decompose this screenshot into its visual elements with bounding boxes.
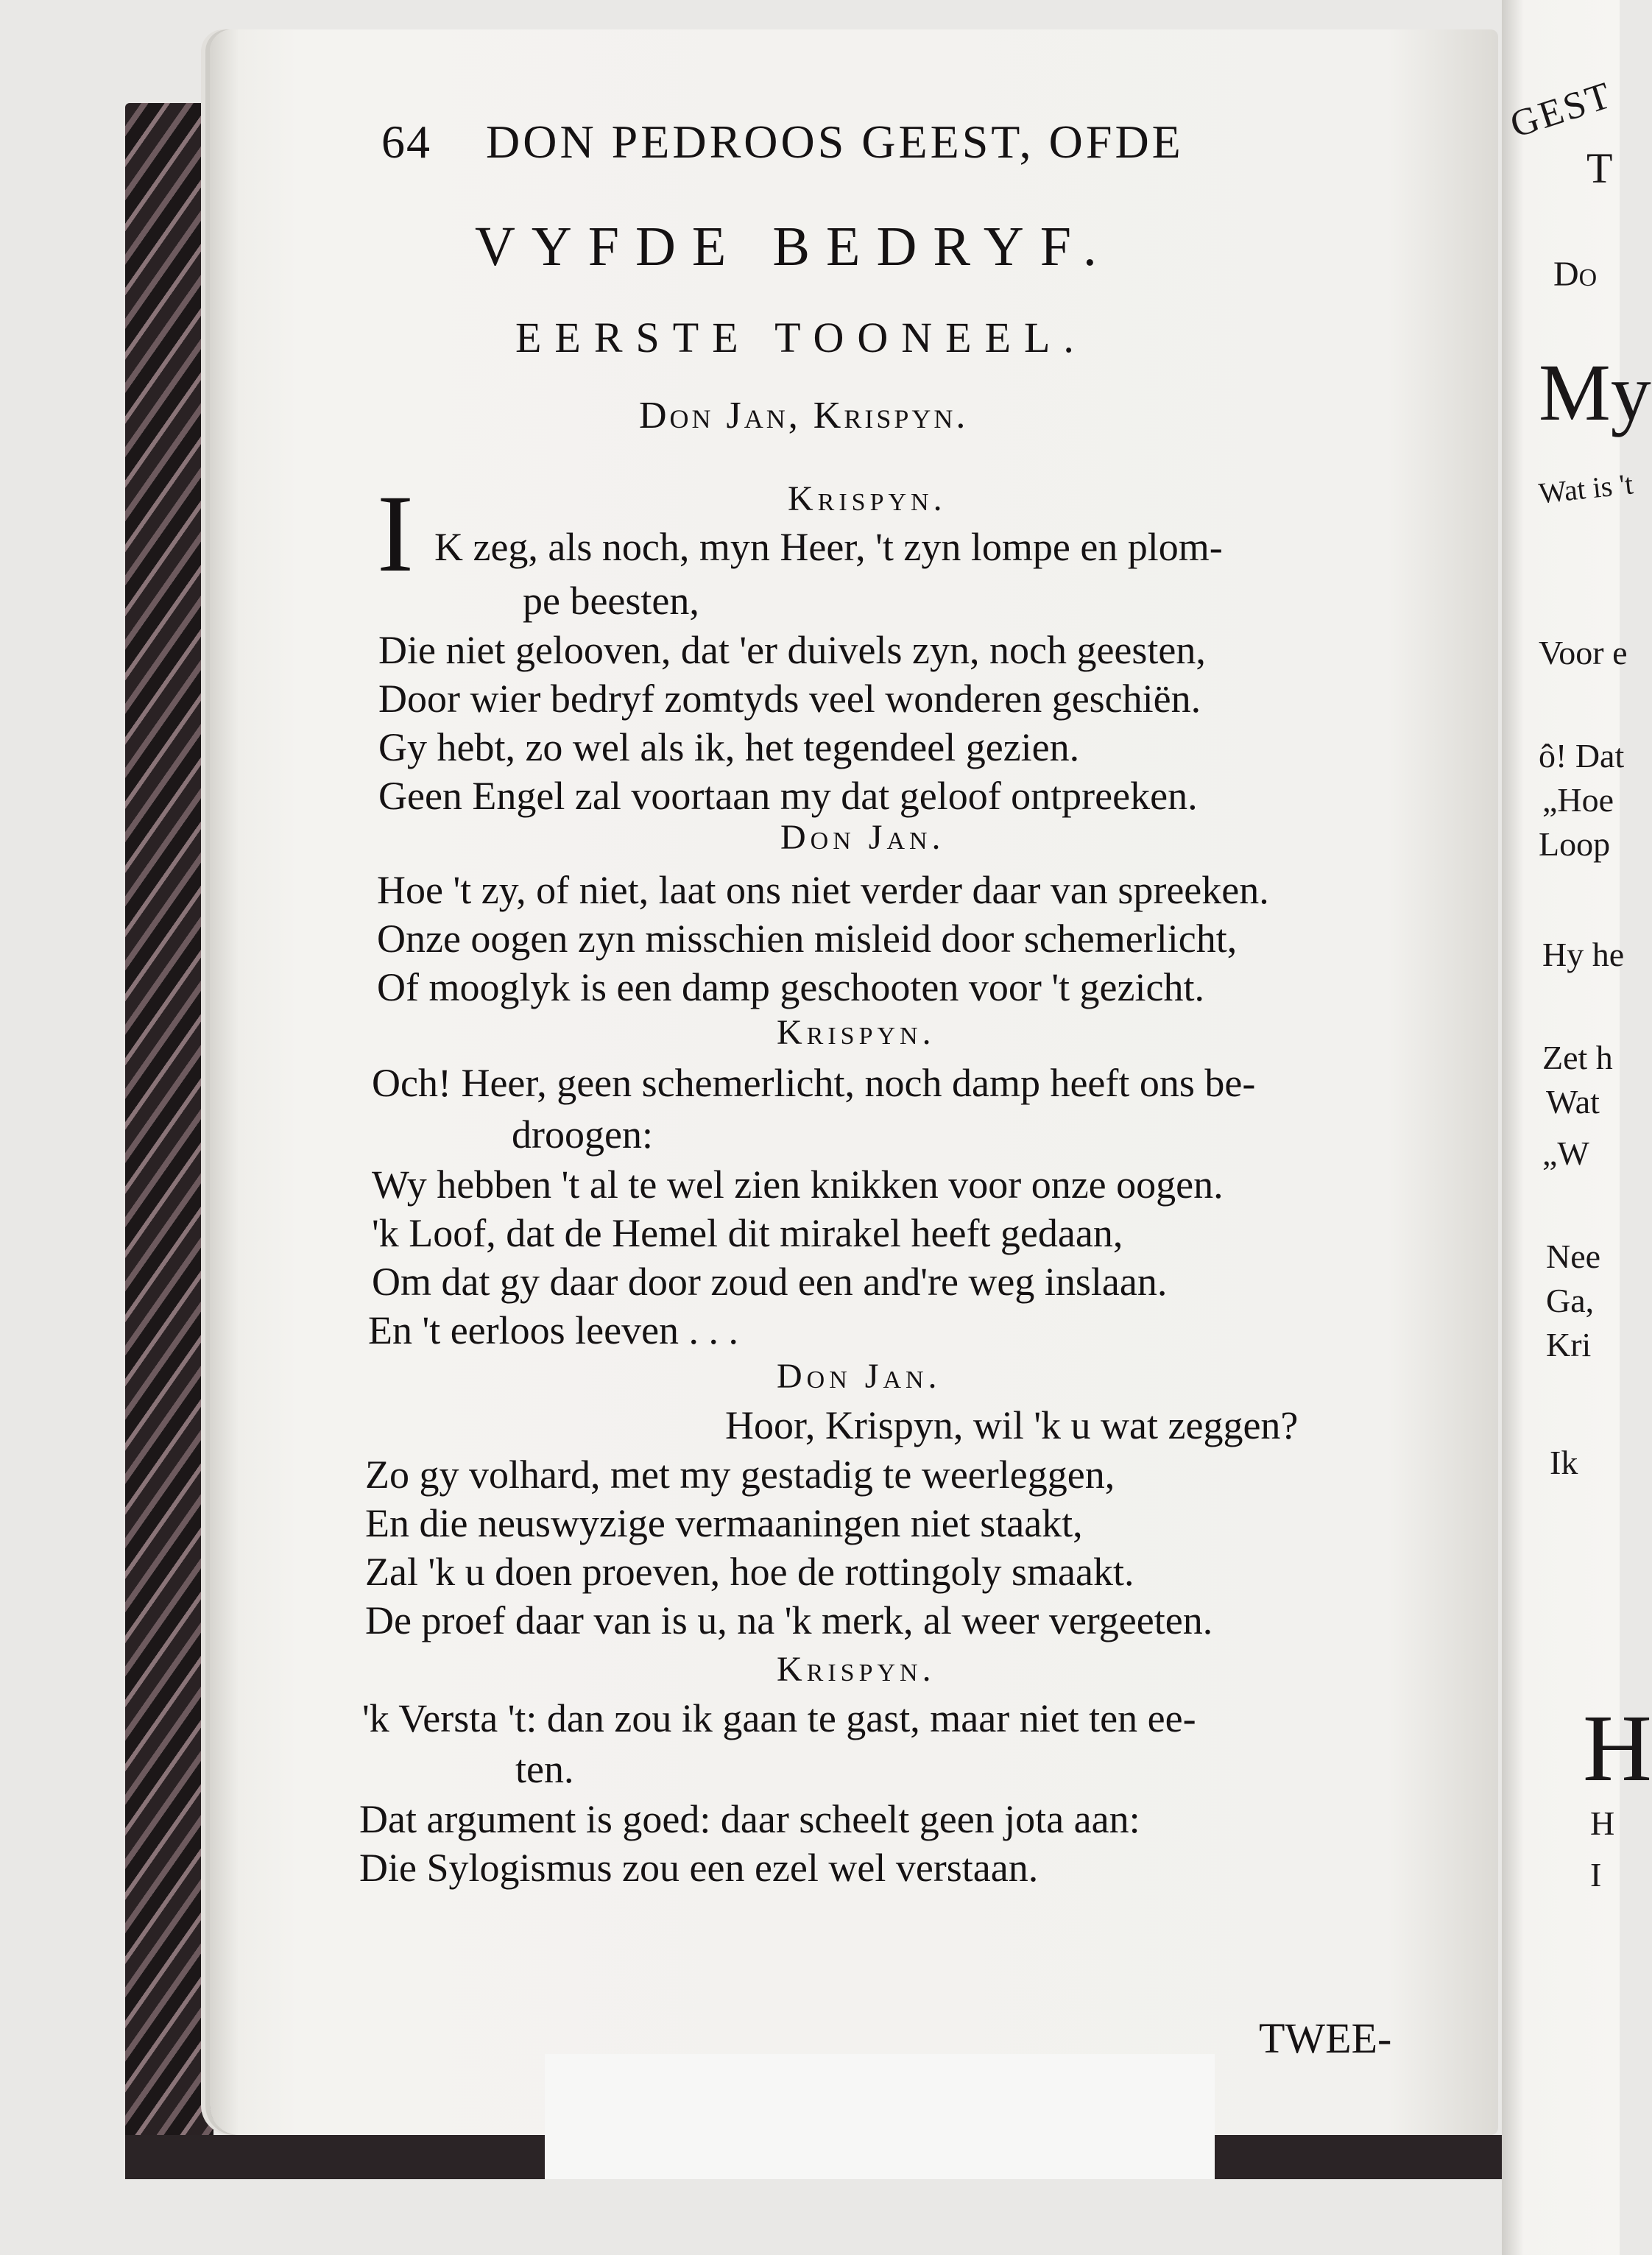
facing-text: H [1590, 1804, 1615, 1842]
facing-text: Nee [1546, 1238, 1601, 1275]
verse-line: 'k Loof, dat de Hemel dit mirakel heeft gedaan, [372, 1211, 1123, 1255]
verse-line: Om dat gy daar door zoud een and're weg inslaan. [372, 1260, 1168, 1304]
verse-line: En die neuswyzige vermaaningen niet staakt, [365, 1501, 1083, 1545]
page-number: 64 [381, 116, 431, 168]
facing-text: Zet h [1542, 1039, 1613, 1076]
facing-text: I [1590, 1856, 1602, 1894]
facing-text: „W [1542, 1134, 1589, 1172]
verse-line: pe beesten, [523, 579, 699, 623]
verse-line: Zal 'k u doen proeven, hoe de rottingoly smaakt. [365, 1550, 1134, 1594]
drop-cap: I [377, 473, 414, 595]
verse-line: Geen Engel zal voortaan my dat geloof ontpreeken. [378, 774, 1198, 818]
verse-line: Gy hebt, zo wel als ik, het tegendeel gezien. [378, 725, 1080, 769]
facing-text: H [1583, 1695, 1652, 1801]
verse-line: Hoe 't zy, of niet, laat ons niet verder daar van spreeken. [377, 868, 1269, 912]
facing-text: Kri [1546, 1326, 1592, 1363]
speaker-heading: Krispyn. [788, 479, 947, 518]
facing-text: „Hoe [1542, 781, 1614, 819]
verse-line: Dat argument is goed: daar scheelt geen jota aan: [359, 1797, 1140, 1841]
facing-text: GEST [1505, 74, 1618, 147]
facing-page [1502, 0, 1652, 2255]
verse-line: Wy hebben 't al te wel zien knikken voor onze oogen. [372, 1162, 1224, 1207]
facing-text: Do [1553, 255, 1598, 294]
running-head-title: DON PEDROOS GEEST, OFDE [486, 116, 1184, 168]
facing-text: Ik [1550, 1444, 1578, 1481]
verse-line: droogen: [512, 1112, 653, 1157]
verse-line: Die Sylogismus zou een ezel wel verstaan. [359, 1846, 1039, 1890]
speaker-heading: Don Jan. [777, 1357, 942, 1396]
marbled-cover [125, 103, 213, 2164]
verse-line: De proef daar van is u, na 'k merk, al weer vergeeten. [365, 1598, 1213, 1642]
scene-title: EERSTE TOONEEL. [515, 314, 1087, 361]
facing-text: T [1586, 144, 1613, 192]
speaker-heading: Don Jan. [780, 818, 945, 857]
verse-line: 'k Versta 't: dan zou ik gaan te gast, maar niet ten ee- [362, 1696, 1196, 1740]
facing-text: Hy he [1542, 936, 1625, 973]
facing-text: Wat is 't [1536, 467, 1635, 510]
facing-text: Ga, [1546, 1282, 1595, 1319]
act-title: VYFDE BEDRYF. [475, 216, 1113, 278]
verse-line: Hoor, Krispyn, wil 'k u wat zeggen? [725, 1403, 1299, 1447]
speaker-heading: Krispyn. [777, 1650, 936, 1689]
verse-line: Of mooglyk is een damp geschooten voor 't gezicht. [377, 965, 1204, 1009]
facing-text: Loop [1539, 825, 1611, 863]
verse-line: Onze oogen zyn misschien misleid door schemerlicht, [377, 917, 1238, 961]
facing-text: My [1539, 347, 1651, 437]
catchword: TWEE- [1259, 2014, 1392, 2062]
character-list: Don Jan, Krispyn. [639, 395, 969, 437]
verse-line: Die niet gelooven, dat 'er duivels zyn, noch geesten, [378, 628, 1206, 672]
verse-line: Door wier bedryf zomtyds veel wonderen geschiën. [378, 677, 1201, 721]
facing-text: Wat [1546, 1083, 1600, 1121]
facing-text: Voor e [1539, 634, 1628, 671]
facing-text: ô! Dat [1539, 737, 1625, 774]
verse-line: Och! Heer, geen schemerlicht, noch damp heeft ons be- [372, 1061, 1256, 1105]
speaker-heading: Krispyn. [777, 1013, 936, 1052]
verse-line: K zeg, als noch, myn Heer, 't zyn lompe en plom- [434, 525, 1223, 569]
verse-line: ten. [515, 1747, 574, 1791]
verse-line: Zo gy volhard, met my gestadig te weerleggen, [365, 1453, 1115, 1497]
verse-line: En 't eerloos leeven . . . [368, 1308, 739, 1352]
blank-patch [545, 2054, 1215, 2179]
